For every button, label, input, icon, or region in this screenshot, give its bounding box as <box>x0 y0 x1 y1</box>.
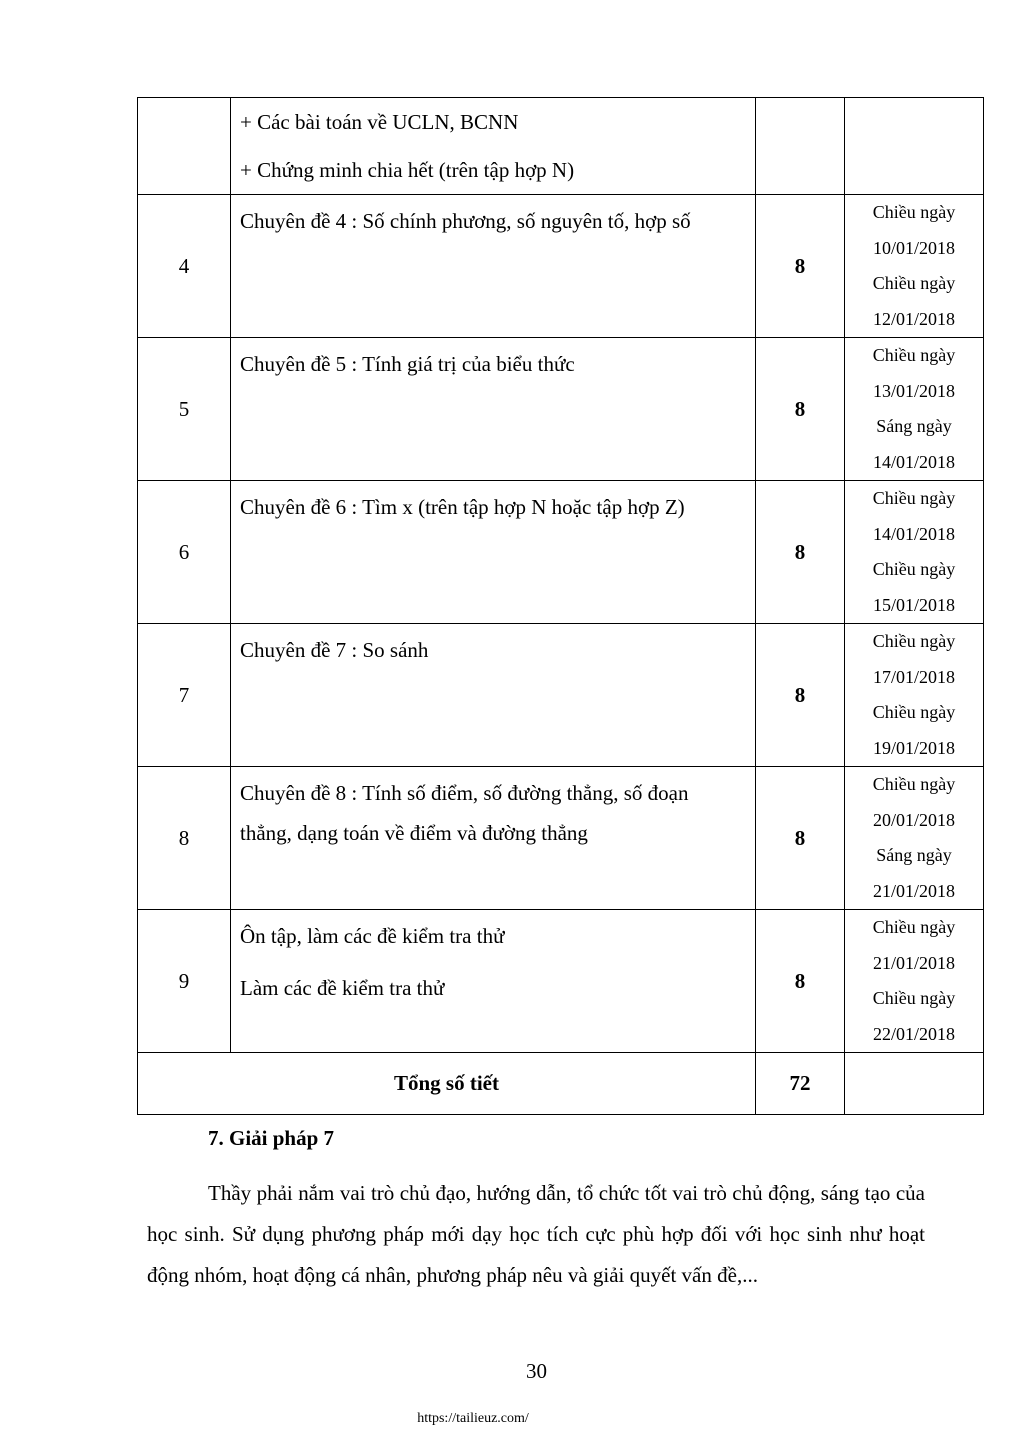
topic-cell <box>231 624 756 767</box>
row-number-cell: 9 <box>138 910 231 1053</box>
section-paragraph: Thầy phải nắm vai trò chủ đạo, hướng dẫn, tổ chức tốt vai trò chủ động, sáng tạo của học sinh. Sử dụng phương pháp mới dạy học tích cực phù hợp đối với học sinh như hoạt động nhóm, hoạt động cá nhân, phương pháp nêu và giải quyết vấn đề,... <box>147 1181 925 1287</box>
section-heading: 7. Giải pháp 7 <box>208 1126 335 1150</box>
hours-cell: 8 <box>756 195 845 338</box>
date-line: Chiều ngày <box>872 345 956 365</box>
total-row <box>138 1053 984 1115</box>
topic-line: Làm các đề kiểm tra thử <box>240 976 445 1000</box>
date-line: Chiều ngày <box>872 273 956 293</box>
hours-cell: 8 <box>756 481 845 624</box>
table-row <box>138 98 984 195</box>
date-line: 22/01/2018 <box>872 1023 955 1044</box>
row-number-cell: 6 <box>138 481 231 624</box>
date-line: Chiều ngày <box>872 988 956 1008</box>
date-line: Chiều ngày <box>872 559 956 579</box>
table-row <box>138 910 984 1053</box>
topic-cell <box>231 195 756 338</box>
hours-cell <box>756 98 845 195</box>
total-label: Tổng số tiết <box>138 1053 756 1115</box>
date-line: Sáng ngày <box>876 845 952 865</box>
topic-cell <box>231 481 756 624</box>
date-cell <box>845 767 984 910</box>
date-line: 13/01/2018 <box>872 380 955 401</box>
date-cell <box>845 624 984 767</box>
topic-cell <box>231 98 756 195</box>
topic-text: Chuyên đề 5 : Tính giá trị của biểu thức <box>240 352 575 376</box>
date-line: Chiều ngày <box>872 488 956 508</box>
table-row <box>138 767 984 910</box>
date-line: 21/01/2018 <box>872 880 955 901</box>
table-row <box>138 195 984 338</box>
topic-cell <box>231 767 756 910</box>
date-line: Chiều ngày <box>872 702 956 722</box>
topic-text: Chuyên đề 6 : Tìm x (trên tập hợp N hoặc tập hợp Z) <box>240 495 685 519</box>
schedule-table <box>137 97 984 1115</box>
date-line: 21/01/2018 <box>872 952 955 973</box>
date-cell <box>845 338 984 481</box>
date-cell <box>845 98 984 195</box>
date-line: Chiều ngày <box>872 774 956 794</box>
page-number: 30 <box>526 1359 547 1383</box>
date-cell <box>845 481 984 624</box>
date-line: 17/01/2018 <box>872 666 955 687</box>
topic-cell <box>231 338 756 481</box>
hours-cell: 8 <box>756 910 845 1053</box>
date-line: 10/01/2018 <box>872 237 955 258</box>
total-empty-cell <box>845 1053 984 1115</box>
row-number-cell: 8 <box>138 767 231 910</box>
date-line: 14/01/2018 <box>872 523 955 544</box>
table-row <box>138 481 984 624</box>
footer-link[interactable]: https://tailieuz.com/ <box>417 1411 529 1426</box>
date-line: Sáng ngày <box>876 416 952 436</box>
hours-cell: 8 <box>756 338 845 481</box>
topic-line: Ôn tập, làm các đề kiểm tra thử <box>240 924 505 948</box>
date-line: 15/01/2018 <box>872 594 955 615</box>
row-number-cell: 4 <box>138 195 231 338</box>
table-row <box>138 624 984 767</box>
row-number-cell: 7 <box>138 624 231 767</box>
topic-text: Chuyên đề 7 : So sánh <box>240 638 429 662</box>
topic-line: + Các bài toán về UCLN, BCNN <box>240 110 519 134</box>
date-line: 14/01/2018 <box>872 451 955 472</box>
topic-text: Chuyên đề 8 : Tính số điểm, số đường thẳng, số đoạn thẳng, dạng toán về điểm và đường thẳng <box>240 781 689 845</box>
total-hours: 72 <box>756 1053 845 1115</box>
date-line: 19/01/2018 <box>872 737 955 758</box>
date-cell <box>845 910 984 1053</box>
topic-text: Chuyên đề 4 : Số chính phương, số nguyên tố, hợp số <box>240 209 691 233</box>
hours-cell: 8 <box>756 624 845 767</box>
date-cell <box>845 195 984 338</box>
date-line: 12/01/2018 <box>872 308 955 329</box>
table-row <box>138 338 984 481</box>
topic-cell <box>231 910 756 1053</box>
date-line: Chiều ngày <box>872 917 956 937</box>
topic-line: + Chứng minh chia hết (trên tập hợp N) <box>240 158 575 182</box>
row-number-cell: 5 <box>138 338 231 481</box>
date-line: 20/01/2018 <box>872 809 955 830</box>
date-line: Chiều ngày <box>872 202 956 222</box>
row-number-cell <box>138 98 231 195</box>
hours-cell: 8 <box>756 767 845 910</box>
date-line: Chiều ngày <box>872 631 956 651</box>
